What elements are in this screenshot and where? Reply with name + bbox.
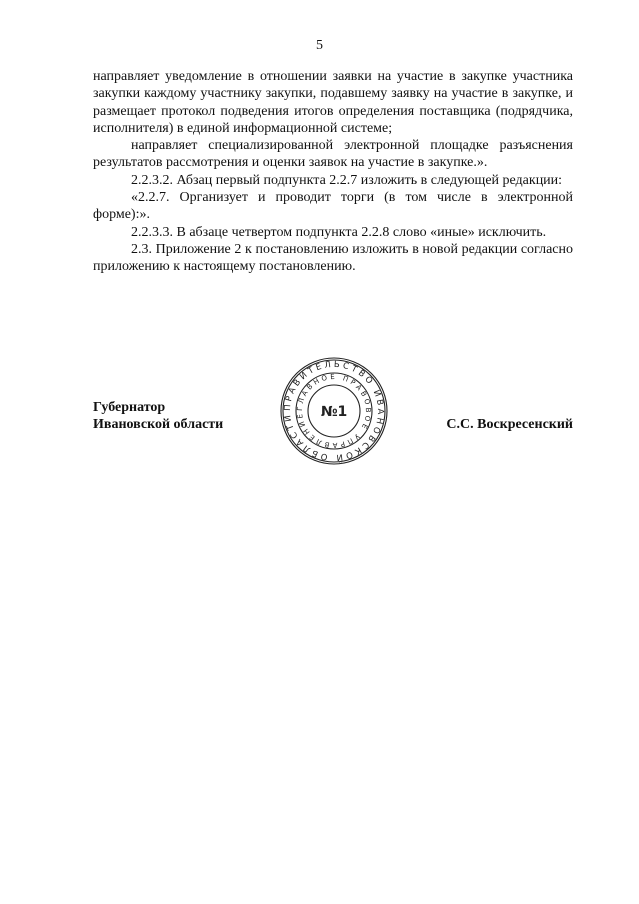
paragraph-2: направляет специализированной электронной площадке разъяснения результатов рассмотрения и оценки заявок на участие в закупке.». [93, 138, 573, 171]
paragraph-5: 2.2.3.3. В абзаце четвертом подпункта 2.2.8 слово «иные» исключить. [131, 224, 547, 240]
signatory-name: С.С. Воскресенский [446, 417, 573, 432]
seal-number: №1 [320, 404, 348, 420]
signatory-title [93, 399, 223, 433]
page-number: 5 [316, 38, 323, 53]
paragraph-4: «2.2.7. Организует и проводит торги (в том числе в электронной форме):». [93, 190, 573, 223]
official-seal-stamp [279, 356, 389, 466]
seal-inner-text: ГЛАВНОЕ ПРАВОВОЕ УПРАВЛЕНИЕ [295, 372, 373, 450]
document-body [93, 68, 573, 276]
paragraph-6: 2.3. Приложение 2 к постановлению изложить в новой редакции согласно приложению к настоящему постановлению. [93, 241, 573, 275]
paragraph-1: направляет уведомление в отношении заявки на участие в закупке участника закупки каждому участнику закупки, подавшему заявку на участие в закупке, и размещает протокол подведения итогов определения поставщика (подрядчика, исполнителя) в единой информационной системе; [93, 69, 573, 136]
paragraph-3: 2.2.3.2. Абзац первый подпункта 2.2.7 изложить в следующей редакции: [131, 172, 563, 188]
signatory-title-line-2: Ивановской области [93, 417, 224, 432]
seal-outer-text: ПРАВИТЕЛЬСТВО ИВАНОВСКОЙ ОБЛАСТИ [282, 359, 386, 463]
signatory-title-line-1: Губернатор [93, 400, 166, 415]
